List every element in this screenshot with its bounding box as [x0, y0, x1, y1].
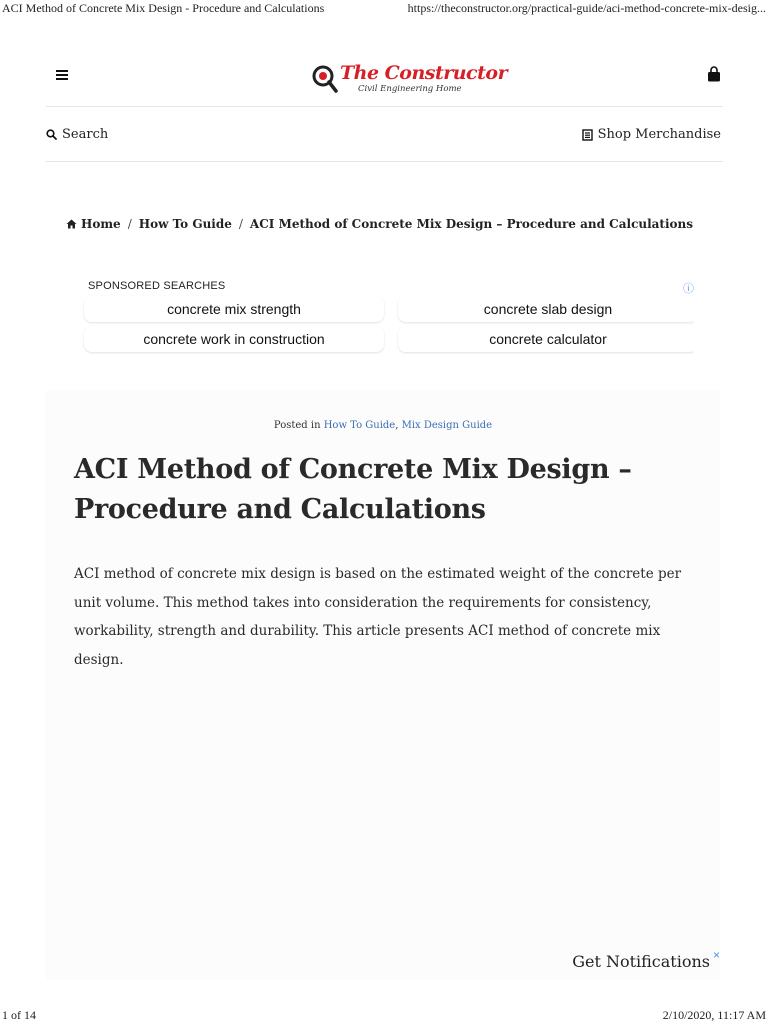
sponsored-search-item[interactable]: concrete calculator	[398, 326, 694, 352]
breadcrumb-how-to-guide[interactable]: How To Guide	[138, 217, 232, 231]
get-notifications-button[interactable]: Get Notifications	[572, 952, 710, 971]
print-page-number: 1 of 14	[2, 1008, 36, 1022]
sponsored-search-item[interactable]: concrete slab design	[398, 296, 694, 322]
breadcrumb-current: ACI Method of Concrete Mix Design – Procedure and Calculations	[249, 217, 694, 231]
site-header	[46, 50, 723, 107]
sponsored-search-item[interactable]: concrete work in construction	[84, 326, 384, 352]
article-title: ACI Method of Concrete Mix Design – Procedure and Calculations	[74, 454, 632, 525]
category-link-how-to-guide[interactable]: How To Guide	[323, 420, 396, 431]
sponsored-searches	[82, 276, 694, 356]
hamburger-icon[interactable]	[56, 70, 68, 80]
sponsored-search-item[interactable]: concrete mix strength	[84, 296, 384, 322]
posted-in	[46, 420, 720, 431]
print-page-title: ACI Method of Concrete Mix Design - Procedure and Calculations	[2, 1, 325, 15]
print-header	[0, 0, 768, 18]
article-intro: ACI method of concrete mix design is based on the estimated weight of the concrete per unit volume. This method takes into consideration the requirements for consistency, workability, strength and durability. This article presents ACI method of concrete mix design.	[74, 566, 682, 668]
sponsored-label: SPONSORED SEARCHES	[88, 280, 226, 292]
search-icon	[46, 129, 57, 140]
print-page-url: https://theconstructor.org/practical-guide/aci-method-concrete-mix-desig...	[407, 1, 766, 15]
sub-navigation	[46, 107, 723, 162]
logo-tagline: Civil Engineering Home	[358, 84, 462, 94]
shopping-bag-icon[interactable]	[707, 66, 721, 82]
category-link-mix-design-guide[interactable]: Mix Design Guide	[401, 420, 493, 431]
search-link[interactable]	[46, 127, 108, 142]
breadcrumb-home[interactable]	[66, 217, 121, 231]
receipt-icon	[582, 129, 593, 141]
ad-choices-icon[interactable]: ⓘ	[683, 283, 694, 295]
breadcrumb-separator: /	[238, 217, 243, 231]
posted-in-prefix: Posted in	[273, 420, 324, 431]
shop-merchandise-link[interactable]	[582, 127, 721, 142]
breadcrumb-home-label: Home	[81, 217, 121, 231]
print-footer	[0, 1008, 768, 1024]
search-label: Search	[62, 127, 109, 142]
breadcrumb	[66, 215, 693, 233]
home-icon	[66, 219, 77, 229]
breadcrumb-separator: /	[127, 217, 132, 231]
logo-magnifier-icon	[312, 64, 338, 94]
category-separator: ,	[395, 420, 402, 431]
site-logo[interactable]	[312, 62, 508, 98]
close-icon[interactable]: ×	[712, 948, 720, 962]
print-datetime: 2/10/2020, 11:17 AM	[662, 1008, 766, 1022]
article	[46, 390, 720, 980]
logo-text: The Constructor	[340, 62, 508, 84]
shop-merchandise-label: Shop Merchandise	[597, 127, 721, 142]
